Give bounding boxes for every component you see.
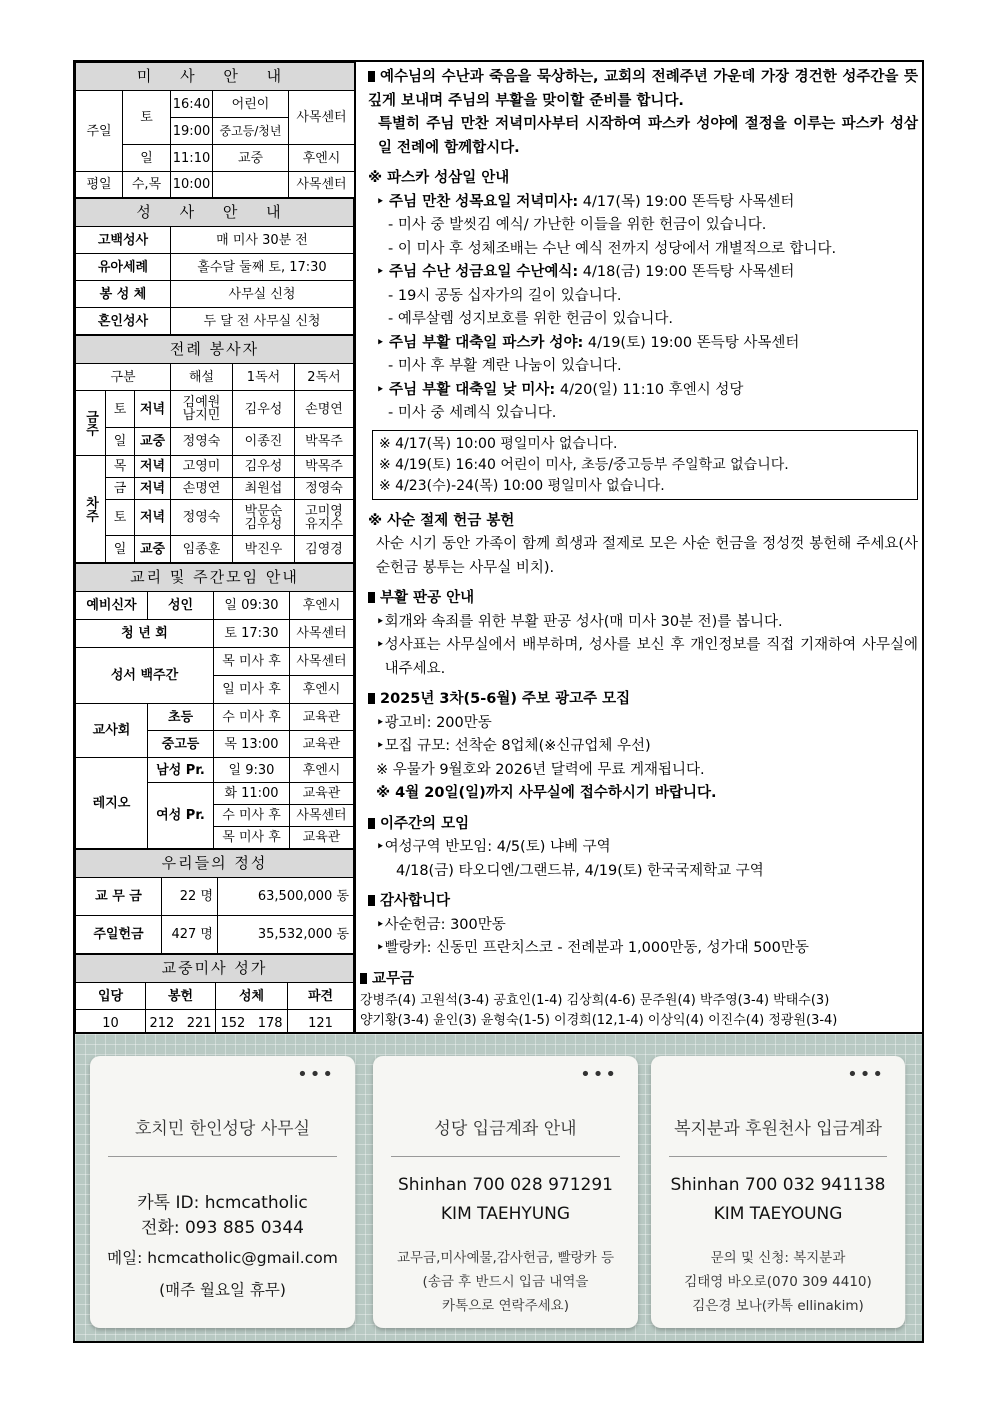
kakao-id: 카톡 ID: hcmcatholic — [137, 1193, 308, 1213]
section-title: 교무금 — [372, 970, 415, 987]
server-commentator: 고영미 — [171, 456, 233, 478]
hymn-number: 212 221 — [146, 1010, 216, 1038]
office-phone: 전화: 093 885 0344 — [141, 1218, 304, 1238]
lent-body: 사순 시기 동안 가족이 함께 희생과 절제로 모은 사순 헌금을 정성껏 봉헌해 주세요(사순헌금 봉투는 사무실 비치). — [376, 536, 918, 576]
mass-group: 어린이 — [213, 91, 289, 118]
triangle-bullet-icon: ‣ — [376, 334, 385, 351]
server-reader2: 김영경 — [295, 536, 354, 563]
meeting-place: 교육관 — [290, 827, 354, 849]
meeting-time: 화 11:00 — [214, 783, 290, 805]
triduum-item: 주님 부활 대축일 파스카 성야: — [389, 334, 584, 351]
left-column — [75, 62, 356, 1032]
welfare-contact: 김은경 보나(카톡 ellinakim) — [692, 1298, 864, 1314]
triduum-time: 4/19(토) 19:00 똔득탕 사목센터 — [583, 334, 800, 351]
triangle-bullet-icon: ‣ — [376, 381, 385, 398]
intro-paragraph-2: 특별히 주님 만찬 저녁미사부터 시작하여 파스카 성야에 절정을 이루는 파스카 성삼일 전례에 함께합시다. — [378, 116, 918, 156]
hymn-number: 152 178 — [216, 1010, 288, 1038]
sunday-label: 주일 — [76, 91, 123, 172]
notice-line: ※ 4/17(목) 10:00 평일미사 없습니다. — [379, 435, 618, 452]
triduum-time: 4/20(일) 11:10 후엔시 성당 — [555, 381, 744, 398]
weekday-label: 평일 — [76, 172, 123, 198]
triangle-bullet-icon: ‣ — [376, 714, 385, 731]
mass-time: 11:10 — [171, 145, 213, 172]
mass-group: 교중 — [213, 145, 289, 172]
triangle-bullet-icon: ‣ — [376, 916, 385, 933]
server-day: 토 — [106, 500, 135, 536]
meeting-place: 사목센터 — [290, 805, 354, 827]
section-item: 모집 규모: 선착순 8업체(※신규업체 우선) — [384, 738, 651, 754]
hymn-header: 입당 — [76, 983, 146, 1010]
notice-line: ※ 4/23(수)-24(목) 10:00 평일미사 없습니다. — [379, 477, 665, 494]
mass-time: 10:00 — [171, 172, 213, 198]
legio-label: 레지오 — [76, 758, 148, 849]
triduum-item: 주님 수난 성금요일 수난예식: — [389, 264, 579, 280]
youth-label: 청 년 회 — [76, 620, 214, 648]
women-praesidium: 여성 Pr. — [148, 783, 214, 849]
sacrament-value: 사무실 신청 — [171, 281, 354, 308]
server-reader2: 박목주 — [295, 456, 354, 478]
mass-group — [213, 172, 289, 198]
server-commentator: 손명연 — [171, 478, 233, 500]
office-email[interactable]: 메일: hcmcatholic@gmail.com — [107, 1249, 338, 1267]
server-reader1: 박문순 김우성 — [233, 500, 295, 536]
server-reader2: 고미영 유지수 — [295, 500, 354, 536]
teacher-group: 중고등 — [148, 731, 214, 758]
triduum-detail: - 미사 중 발씻김 예식/ 가난한 이들을 위한 헌금이 있습니다. — [388, 217, 767, 233]
mass-place: 후엔시 — [289, 145, 355, 172]
meeting-place: 교육관 — [290, 704, 354, 731]
thanks-section — [368, 890, 918, 961]
meeting-place: 후엔시 — [290, 676, 354, 704]
triduum-detail: - 이 미사 후 성체조배는 수난 예식 전까지 성당에서 개별적으로 합니다. — [388, 240, 837, 257]
liturgy-servers-table — [75, 335, 354, 563]
meeting-time: 목 미사 후 — [214, 827, 290, 849]
offering-count: 22 명 — [162, 878, 218, 916]
account-purpose: 교무금,미사예물,감사헌금, 빨랑카 등 — [396, 1250, 615, 1266]
bullet-square-icon — [368, 818, 375, 829]
catechumen-label: 예비신자 — [76, 592, 148, 620]
intro-paragraph-1 — [368, 66, 918, 113]
card-title: 복지분과 후원천사 입금계좌 — [674, 1119, 882, 1139]
bullet-square-icon — [360, 973, 367, 984]
next-week-label: 차주 — [76, 456, 106, 563]
mass-time: 16:40 — [171, 91, 213, 118]
section-item: ※ 우물가 9월호와 2026년 달력에 무료 게재됩니다. — [376, 761, 705, 778]
sacrament-value: 홀수달 둘째 토, 17:30 — [171, 254, 354, 281]
hymns-title: 교중미사 성가 — [76, 955, 354, 983]
offering-title: 우리들의 정성 — [76, 850, 354, 878]
more-icon: ••• — [580, 1064, 618, 1085]
server-reader1: 김우성 — [233, 456, 295, 478]
server-reader2: 박목주 — [295, 428, 354, 456]
meeting-place: 교육관 — [290, 731, 354, 758]
account-number: Shinhan 700 028 971291 — [397, 1175, 614, 1195]
meeting-place: 사목센터 — [290, 648, 354, 676]
server-commentator: 정영숙 — [171, 500, 233, 536]
triangle-bullet-icon: ‣ — [376, 193, 385, 210]
servers-header: 2독서 — [295, 364, 354, 391]
meeting-time: 토 17:30 — [214, 620, 290, 648]
card-title: 호치민 한인성당 사무실 — [134, 1119, 311, 1139]
server-commentator: 정영숙 — [171, 428, 233, 456]
server-day: 토 — [106, 391, 135, 428]
hymn-header: 성체 — [216, 983, 288, 1010]
triduum-detail: - 미사 중 세례식 있습니다. — [388, 405, 557, 421]
tithe-line: 강병주(4) 고원석(3-4) 공효인(1-4) 김상희(4-6) 문주원(4) 박주영(3-4) 박태수(3) — [360, 993, 830, 1008]
triangle-bullet-icon: ‣ — [376, 940, 385, 956]
servers-header: 1독서 — [233, 364, 295, 391]
server-mass: 저녁 — [135, 478, 171, 500]
section-item: 4/18(금) 타오디엔/그랜드뷰, 4/19(토) 한국국제학교 구역 — [396, 862, 764, 879]
hymns-table — [75, 954, 354, 1038]
mass-place: 사목센터 — [289, 91, 355, 145]
sacrament-value: 매 미사 30분 전 — [171, 227, 354, 254]
section-item: 여성구역 반모임: 4/5(토) 냐베 구역 — [384, 839, 611, 855]
sacrament-value: 두 달 전 사무실 신청 — [171, 308, 354, 335]
lent-offering-section — [368, 510, 918, 581]
offering-amount: 63,500,000 동 — [218, 878, 354, 916]
offering-table — [75, 849, 354, 954]
office-closed-note: (매주 월요일 휴무) — [159, 1281, 286, 1299]
mass-time: 19:00 — [171, 118, 213, 145]
meeting-place: 사목센터 — [290, 620, 354, 648]
server-mass: 교중 — [135, 536, 171, 563]
hymn-header: 봉헌 — [146, 983, 216, 1010]
triduum-time: 4/18(금) 19:00 똔득탕 사목센터 — [578, 264, 795, 280]
servers-header: 구분 — [76, 364, 171, 391]
card-divider — [108, 1156, 337, 1157]
section-item: 성사표는 사무실에서 배부하며, 성사를 보신 후 개인정보를 직접 기재하여 사무실에 내주세요. — [384, 637, 918, 677]
server-reader1: 박진우 — [233, 536, 295, 563]
sacrament-table — [75, 198, 354, 335]
welfare-contact: 김태영 바오로(070 309 4410) — [684, 1274, 872, 1290]
men-praesidium: 남성 Pr. — [148, 758, 214, 783]
sacrament-name: 혼인성사 — [76, 308, 171, 335]
server-mass: 저녁 — [135, 391, 171, 428]
lent-title: ※ 사순 절제 헌금 봉헌 — [368, 512, 515, 529]
saturday-label: 토 — [123, 91, 171, 145]
triduum-item: 주님 만찬 성목요일 저녁미사: — [389, 193, 579, 210]
section-title: 이주간의 모임 — [380, 815, 470, 832]
card-divider — [669, 1156, 887, 1157]
triangle-bullet-icon: ‣ — [376, 264, 385, 280]
account-note: (송금 후 반드시 입금 내역을 — [422, 1274, 589, 1290]
offering-count: 427 명 — [162, 916, 218, 954]
bulletin-page — [73, 60, 924, 1343]
bullet-square-icon — [368, 71, 375, 82]
section-item: 사순헌금: 300만동 — [384, 916, 506, 933]
card-title: 성당 입금계좌 안내 — [434, 1119, 577, 1139]
section-title: 2025년 3차(5-6월) 주보 광고주 모집 — [380, 691, 631, 707]
section-title: 감사합니다 — [380, 893, 451, 909]
meeting-place: 교육관 — [290, 783, 354, 805]
church-account-card — [373, 1056, 638, 1328]
section-title: 부활 판공 안내 — [380, 590, 475, 606]
server-reader1: 김우성 — [233, 391, 295, 428]
card-divider — [391, 1156, 620, 1157]
bible-label: 성서 백주간 — [76, 648, 214, 704]
offering-name: 교 무 금 — [76, 878, 162, 916]
sacrament-name: 고백성사 — [76, 227, 171, 254]
mass-group: 중고등/청년 — [213, 118, 289, 145]
triduum-title: ※ 파스카 성삼일 안내 — [368, 170, 510, 186]
server-reader2: 정영숙 — [295, 478, 354, 500]
triangle-bullet-icon: ‣ — [376, 637, 385, 653]
meeting-time: 일 09:30 — [214, 592, 290, 620]
more-icon: ••• — [847, 1064, 885, 1085]
office-card — [90, 1056, 355, 1328]
sunday-day-label: 일 — [123, 145, 171, 172]
more-icon: ••• — [297, 1064, 335, 1085]
welfare-account-card — [651, 1056, 905, 1328]
triduum-item: 주님 부활 대축일 낮 미사: — [389, 381, 556, 398]
section-item: 빨랑카: 신동민 프란치스코 - 전례분과 1,000만동, 성가대 500만동 — [384, 940, 809, 956]
server-day: 금 — [106, 478, 135, 500]
wedthu-label: 수,목 — [123, 172, 171, 198]
meeting-place: 후엔시 — [290, 758, 354, 783]
hymn-number: 10 — [76, 1010, 146, 1038]
bullet-square-icon — [368, 895, 375, 906]
mass-cancel-notice — [372, 430, 918, 500]
server-reader2: 손명연 — [295, 391, 354, 428]
servers-title: 전례 봉사자 — [76, 336, 354, 364]
account-holder: KIM TAEHYUNG — [440, 1204, 571, 1224]
this-week-label: 금주 — [76, 391, 106, 456]
section-item: ※ 4월 20일(일)까지 사무실에 접수하시기 바랍니다. — [376, 785, 717, 801]
section-item: 광고비: 200만동 — [384, 714, 492, 731]
triduum-detail: - 19시 공동 십자가의 길이 있습니다. — [388, 287, 622, 304]
server-mass: 저녁 — [135, 456, 171, 478]
teachers-label: 교사회 — [76, 704, 148, 758]
hymn-header: 파견 — [288, 983, 354, 1010]
sacrament-name: 유아세례 — [76, 254, 171, 281]
ad-recruit-section — [368, 688, 918, 806]
contact-panel — [75, 1032, 922, 1341]
meeting-time: 수 미사 후 — [214, 805, 290, 827]
notice-line: ※ 4/19(토) 16:40 어린이 미사, 초등/중고등부 주일학교 없습니다. — [379, 456, 789, 473]
account-number: Shinhan 700 032 941138 — [670, 1175, 886, 1195]
server-reader1: 최원섭 — [233, 478, 295, 500]
triduum-section — [368, 167, 918, 426]
meetings-section — [368, 813, 918, 884]
triangle-bullet-icon: ‣ — [376, 613, 385, 630]
mass-title: 미 사 안 내 — [76, 63, 355, 91]
server-mass: 저녁 — [135, 500, 171, 536]
meeting-time: 수 미사 후 — [214, 704, 290, 731]
server-day: 목 — [106, 456, 135, 478]
triduum-time: 4/17(목) 19:00 똔득탕 사목센터 — [578, 193, 795, 210]
server-mass: 교중 — [135, 428, 171, 456]
offering-amount: 35,532,000 동 — [218, 916, 354, 954]
account-note: 카톡으로 연락주세요) — [442, 1298, 569, 1314]
easter-confession-section — [368, 587, 918, 681]
meeting-time: 목 미사 후 — [214, 648, 290, 676]
intro-text: 예수님의 수난과 죽음을 묵상하는, 교회의 전례주년 가운데 가장 경건한 성주간을 뜻깊게 보내며 주님의 부활을 맞이할 준비를 합니다. — [368, 69, 918, 109]
meeting-time: 목 13:00 — [214, 731, 290, 758]
server-reader1: 이종진 — [233, 428, 295, 456]
offering-name: 주일헌금 — [76, 916, 162, 954]
welfare-contact: 문의 및 신청: 복지분과 — [710, 1250, 846, 1266]
server-day: 일 — [106, 428, 135, 456]
account-holder: KIM TAEYOUNG — [713, 1204, 843, 1224]
teacher-group: 초등 — [148, 704, 214, 731]
bullet-square-icon — [368, 592, 375, 603]
hymn-number: 121 — [288, 1010, 354, 1038]
mass-place: 사목센터 — [289, 172, 355, 198]
meetings-table — [75, 563, 354, 849]
meetings-title: 교리 및 주간모임 안내 — [76, 564, 354, 592]
announcements-column — [358, 62, 924, 1032]
bullet-square-icon — [368, 693, 375, 704]
triduum-detail: - 미사 후 부활 계란 나눔이 있습니다. — [388, 358, 622, 374]
holy-week-intro — [368, 66, 918, 160]
servers-header: 해설 — [171, 364, 233, 391]
server-day: 일 — [106, 536, 135, 563]
triduum-detail: - 예루살렘 성지보호를 위한 헌금이 있습니다. — [388, 311, 674, 327]
mass-schedule-table — [75, 62, 355, 198]
adult-label: 성인 — [148, 592, 214, 620]
server-commentator: 김예원 남지민 — [171, 391, 233, 428]
meeting-time: 일 미사 후 — [214, 676, 290, 704]
meeting-place: 후엔시 — [290, 592, 354, 620]
meeting-time: 일 9:30 — [214, 758, 290, 783]
section-item: 회개와 속죄를 위한 부활 판공 성사(매 미사 30분 전)를 봅니다. — [384, 613, 783, 630]
tithe-line: 양기황(3-4) 윤인(3) 윤형숙(1-5) 이경희(12,1-4) 이상익(4) 이진수(4) 정광원(3-4) — [360, 1013, 838, 1028]
sacrament-title: 성 사 안 내 — [76, 199, 354, 227]
sacrament-name: 봉 성 체 — [76, 281, 171, 308]
server-commentator: 임종훈 — [171, 536, 233, 563]
triangle-bullet-icon: ‣ — [376, 738, 385, 754]
triangle-bullet-icon: ‣ — [376, 839, 385, 855]
